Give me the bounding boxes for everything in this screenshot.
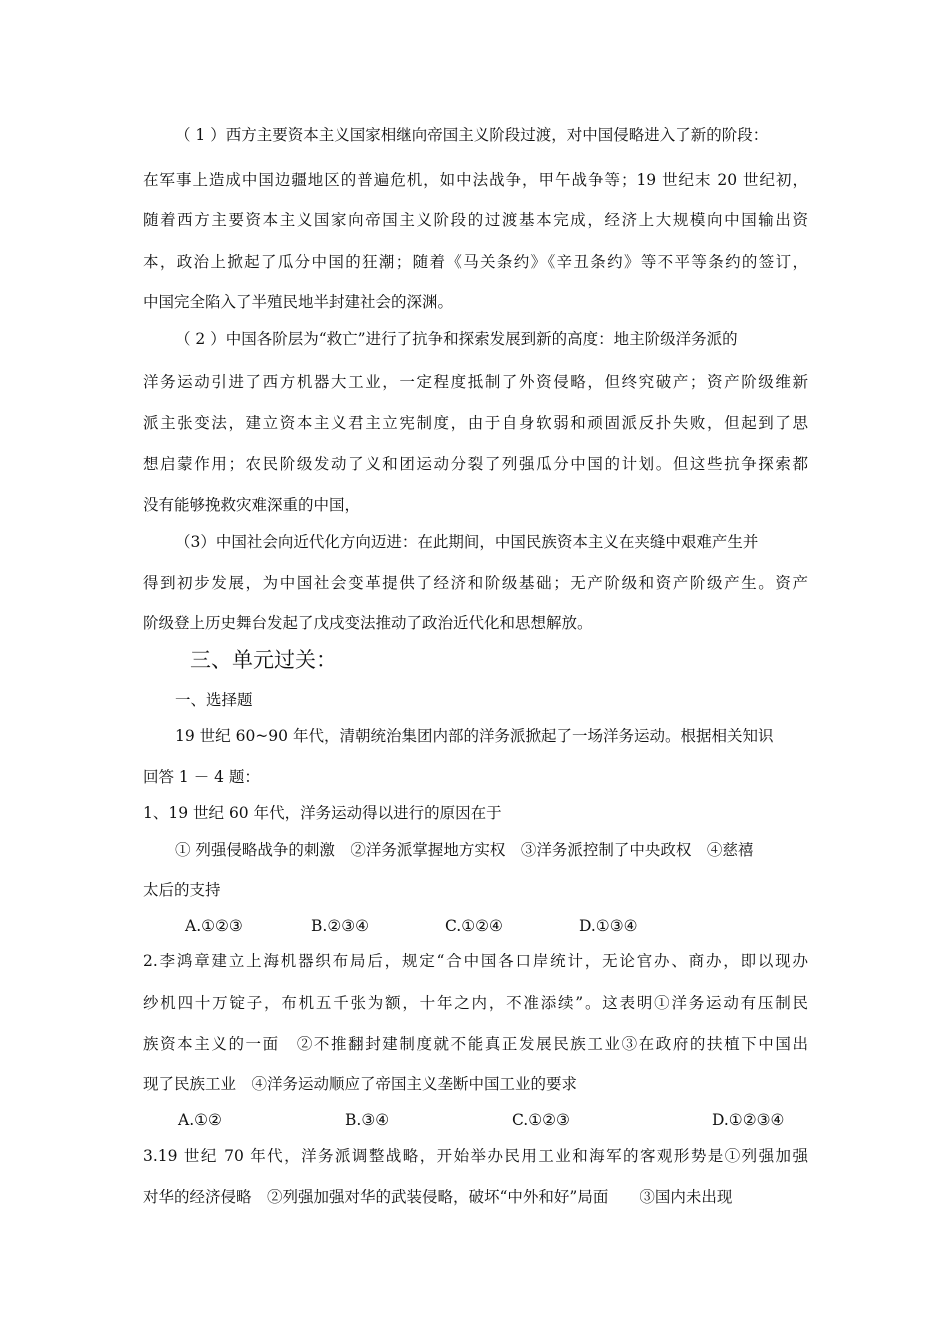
intro-line: 19 世纪 60~90 年代，清朝统治集团内部的洋务派掀起了一场洋务运动。根据相关知识	[175, 727, 774, 745]
paragraph-3-line: 得到初步发展，为中国社会变革提供了经济和阶级基础；无产阶级和资产阶级产生。资产	[143, 574, 808, 592]
intro-line: 回答 1 － 4 题：	[143, 768, 260, 786]
question-1-stem: 1、19 世纪 60 年代，洋务运动得以进行的原因在于	[143, 804, 502, 822]
paragraph-2-line: （ 2 ）中国各阶层为“救亡”进行了抗争和探索发展到新的高度：地主阶级洋务派的	[175, 330, 738, 348]
question-2-stem: 纱机四十万锭子，布机五千张为额，十年之内，不准添续”。这表明①洋务运动有压制民	[143, 994, 808, 1012]
question-1-items: ① 列强侵略战争的刺激 ②洋务派掌握地方实权 ③洋务派控制了中央政权 ④慈禧	[175, 841, 754, 859]
paragraph-2-line: 洋务运动引进了西方机器大工业，一定程度抵制了外资侵略，但终究破产；资产阶级维新	[143, 373, 808, 391]
option-b: B.③④	[345, 1111, 390, 1129]
question-3-stem: 对华的经济侵略 ②列强加强对华的武装侵略，破坏“中外和好”局面 ③国内未出现	[143, 1188, 733, 1206]
paragraph-1-line: （ 1 ）西方主要资本主义国家相继向帝国主义阶段过渡，对中国侵略进入了新的阶段：	[175, 126, 769, 144]
paragraph-1-line: 本，政治上掀起了瓜分中国的狂潮；随着《马关条约》《辛丑条约》等不平等条约的签订，	[143, 253, 808, 271]
option-c: C.①②④	[445, 917, 503, 935]
paragraph-1-line: 在军事上造成中国边疆地区的普遍危机，如中法战争，甲午战争等；19 世纪末 20 世纪初，	[143, 171, 808, 189]
question-2-stem: 族资本主义的一面 ②不推翻封建制度就不能真正发展民族工业③在政府的扶植下中国出	[143, 1035, 808, 1053]
question-1-options	[175, 916, 815, 936]
paragraph-2-line: 派主张变法，建立资本主义君主立宪制度，由于自身软弱和顽固派反扑失败，但起到了思	[143, 414, 808, 432]
paragraph-3-line: 阶级登上历史舞台发起了戊戌变法推动了政治近代化和思想解放。	[143, 614, 593, 632]
option-b: B.②③④	[311, 917, 370, 935]
question-2-options	[175, 1110, 815, 1130]
paragraph-1-line: 随着西方主要资本主义国家向帝国主义阶段的过渡基本完成，经济上大规模向中国输出资	[143, 211, 808, 229]
option-c: C.①②③	[512, 1111, 570, 1129]
option-d: D.①③④	[579, 917, 638, 935]
option-d: D.①②③④	[712, 1111, 785, 1129]
subheading: 一、选择题	[175, 691, 253, 709]
question-3-stem: 3.19 世纪 70 年代，洋务派调整战略，开始举办民用工业和海军的客观形势是①列强加强	[143, 1147, 808, 1165]
paragraph-2-line: 想启蒙作用；农民阶级发动了义和团运动分裂了列强瓜分中国的计划。但这些抗争探索都	[143, 455, 808, 473]
option-a: A.①②③	[185, 917, 243, 935]
paragraph-3-line: （3）中国社会向近代化方向迈进：在此期间，中国民族资本主义在夹缝中艰难产生并	[175, 533, 759, 551]
option-a: A.①②	[178, 1111, 222, 1129]
question-2-stem: 现了民族工业 ④洋务运动顺应了帝国主义垄断中国工业的要求	[143, 1075, 578, 1093]
paragraph-1-line: 中国完全陷入了半殖民地半封建社会的深渊。	[143, 293, 454, 311]
question-1-items: 太后的支持	[143, 881, 221, 899]
question-2-stem: 2.李鸿章建立上海机器织布局后，规定“合中国各口岸统计，无论官办、商办，即以现办	[143, 952, 808, 970]
section-heading: 三、单元过关：	[190, 648, 337, 672]
paragraph-2-line: 没有能够挽救灾难深重的中国，	[143, 496, 361, 514]
